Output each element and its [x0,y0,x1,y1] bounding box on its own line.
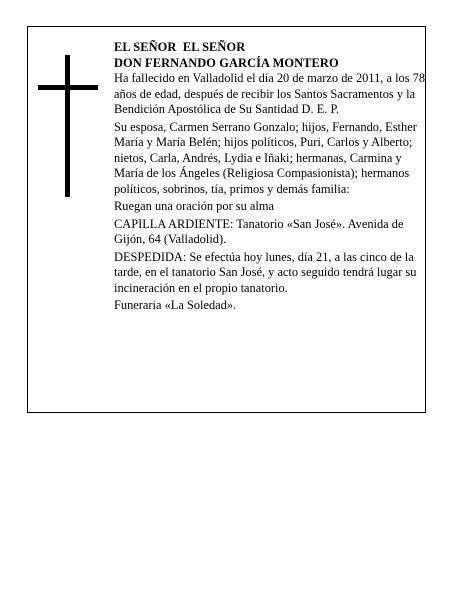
funeral-home: Funeraria «La Soledad». [114,298,237,312]
family-list: Su esposa, Carmen Serrano Gonzalo; hijos, Fernando, Esther María y María Belén; hijos políticos, Puri, Carlos y Alberto; nietos, Carla, Andrés, Lydia e Iñaki; hermanas, Carmina y María de los Ángeles (Religiosa Compasionista); hermanos políticos, sobrinos, tía, primos y demás familia: [114,119,417,196]
deceased-name: DON FERNANDO GARCÍA MONTERO [114,55,339,70]
prayer-request: Ruegan una oración por su alma [114,199,274,213]
heading-line-1: EL SEÑOR EL SEÑOR [114,40,246,54]
cross-horizontal-bar [38,85,98,90]
cross-vertical-bar [65,55,70,197]
obituary-text [114,40,426,316]
chapel-info: CAPILLA ARDIENTE: Tanatorio «San José». Avenida de Gijón, 64 (Valladolid). [114,216,404,246]
death-announcement: Ha fallecido en Valladolid el día 20 de marzo de 2011, a los 78 años de edad, después de recibir los Santos Sacramentos y la Bendición Apostólica de Su Santidad D. E. P. [114,71,426,116]
farewell-info: DESPEDIDA: Se efectúa hoy lunes, día 21, a las cinco de la tarde, en el tanatorio San José, y acto seguido tendrá lugar su incineración en el propio tanatorio. [114,249,417,295]
cross-icon [38,55,98,197]
obituary-heading [114,40,426,71]
